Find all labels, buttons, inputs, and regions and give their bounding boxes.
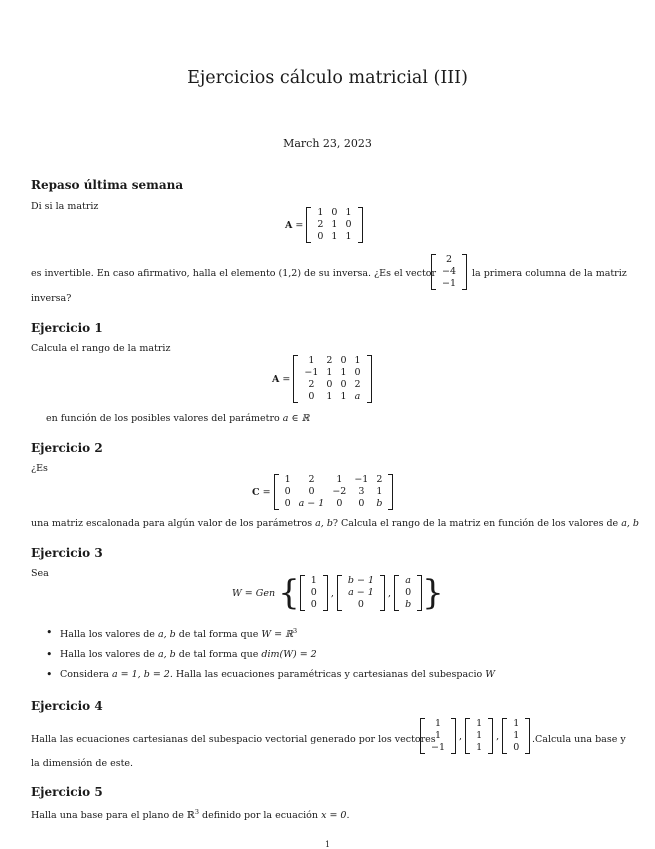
ej3-bullet-2: • Halla los valores de a, b de tal forma que dim(W) = 2 <box>46 649 636 660</box>
ej4-text-before: Halla las ecuaciones cartesianas del subespacio vectorial generado por los vectores <box>31 734 436 745</box>
page-number: 1 <box>324 840 331 849</box>
matrix-label: A <box>285 219 293 231</box>
ej4-vector-3: 1 1 0 <box>513 718 520 753</box>
repaso-text-after-vector: la primera columna de la matriz <box>472 268 627 279</box>
repaso-matrix: 1 0 1 2 1 0 0 1 1 <box>317 207 352 242</box>
repaso-heading: Repaso última semana <box>31 178 184 192</box>
repaso-matrix-equation: A = 1 0 1 2 1 0 0 1 1 <box>285 207 363 243</box>
ej3-vector-1: 1 0 0 <box>310 575 317 610</box>
paper-date: March 23, 2023 <box>283 137 372 150</box>
ej1-matrix: 1 2 0 1 −1 1 1 0 2 0 0 2 0 1 1 a <box>304 355 361 402</box>
ej2-heading: Ejercicio 2 <box>31 441 103 455</box>
ej2-intro: ¿Es <box>31 463 48 474</box>
ej3-bullet-1: • Halla los valores de a, b de tal forma que W = ℝ$^3$ <box>46 627 636 640</box>
repaso-text-before-vector: es invertible. En caso afirmativo, halla el elemento (1,2) de su inversa. ¿Es el vector <box>31 268 437 279</box>
repaso-intro: Di si la matriz <box>31 201 99 212</box>
ej3-span-equation: W = Gen { 1 0 0 , b − 1 a − 1 0 , a 0 b } <box>232 573 444 613</box>
ej1-after-text: en función de los posibles valores del parámetro a ∈ ℝ <box>46 413 310 424</box>
ej3-heading: Ejercicio 3 <box>31 546 103 560</box>
ej4-text-end: la dimensión de este. <box>31 758 134 769</box>
ej5-text: Halla una base para el plano de ℝ$^3$ definido por la ecuación x = 0. <box>31 808 350 822</box>
ej2-matrix: 1 2 1 −1 2 0 0 −2 3 1 0 a − 1 0 0 b <box>284 474 383 509</box>
ej3-vector-2: b − 1 a − 1 0 <box>347 575 374 610</box>
ej3-bullet-3: • Considera a = 1, b = 2. Halla las ecuaciones paramétricas y cartesianas del subespacio W <box>46 669 636 680</box>
ej2-matrix-equation: C = 1 2 1 −1 2 0 0 −2 3 1 0 a − 1 0 0 b <box>252 474 393 510</box>
ej2-after-text: una matriz escalonada para algún valor de los parámetros a, b? Calcula el rango de la matriz en función de los valores de a, b <box>31 518 639 529</box>
ej1-intro: Calcula el rango de la matriz <box>31 343 171 354</box>
ej3-bullet-list <box>46 627 636 680</box>
ej4-heading: Ejercicio 4 <box>31 699 103 713</box>
ej4-vector-1: 1 1 −1 <box>431 718 446 753</box>
ej4-text-after: .Calcula una base y <box>532 734 626 745</box>
ej3-vector-3: a 0 b <box>405 575 412 610</box>
repaso-vector: 2 −4 −1 <box>431 254 467 290</box>
ej4-vectors: 1 1 −1 , 1 1 1 , 1 1 0 <box>420 718 530 754</box>
ej1-matrix-equation: A = 1 2 0 1 −1 1 1 0 2 0 0 2 0 1 1 a <box>272 355 372 403</box>
paper-title: Ejercicios cálculo matricial (III) <box>187 68 468 88</box>
ej5-heading: Ejercicio 5 <box>31 785 103 799</box>
repaso-text-end: inversa? <box>31 293 72 304</box>
ej3-intro: Sea <box>31 568 49 579</box>
ej4-vector-2: 1 1 1 <box>476 718 483 753</box>
ej1-heading: Ejercicio 1 <box>31 321 103 335</box>
